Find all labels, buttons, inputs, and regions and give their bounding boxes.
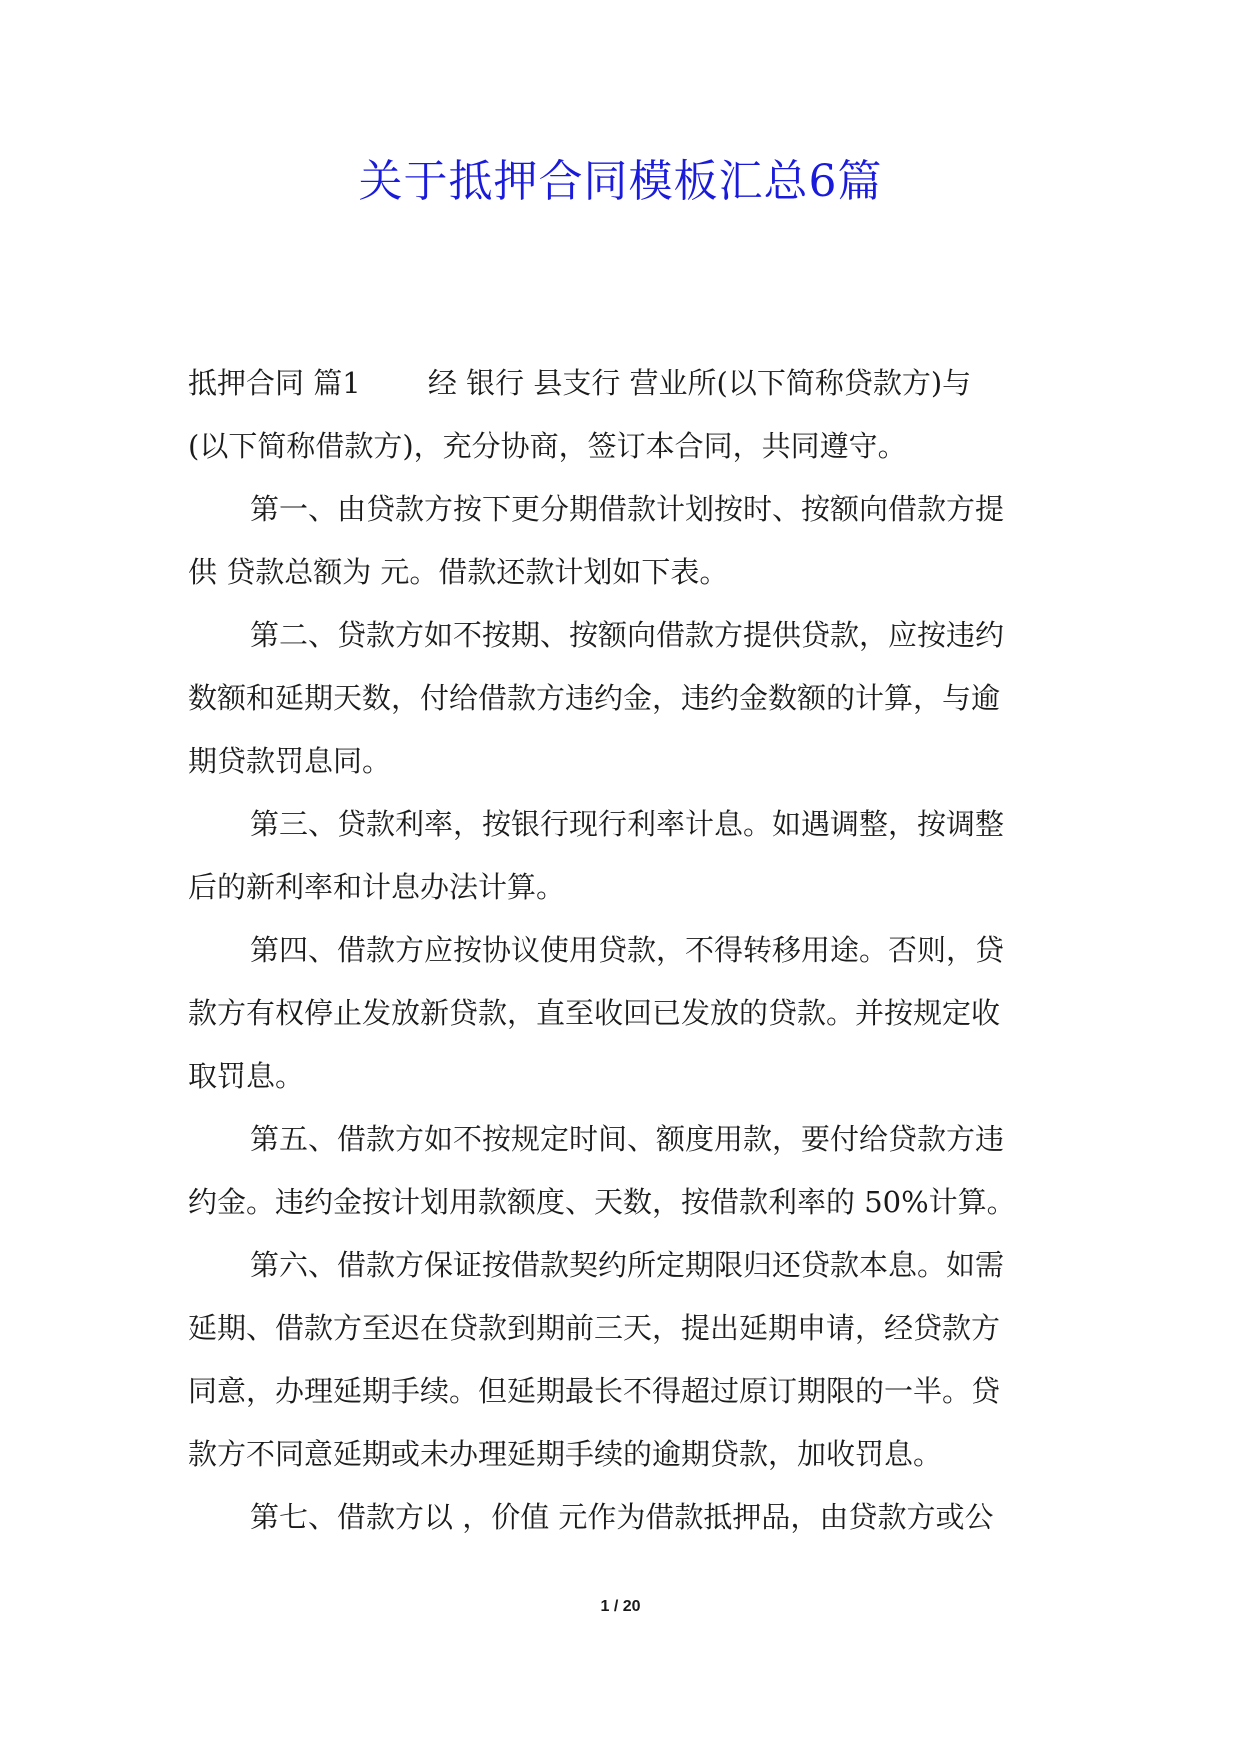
paragraph-2 (188, 478, 1058, 604)
text-line: 第五、借款方如不按规定时间、额度用款，要付给贷款方违 (250, 1122, 1005, 1156)
text-line: 供 贷款总额为 元。借款还款计划如下表。 (188, 555, 729, 589)
text-line: 期贷款罚息同。 (188, 744, 392, 778)
text-line: 第七、借款方以 ，价值 元作为借款抵押品，由贷款方或公 (250, 1500, 994, 1534)
document-title: 关于抵押合同模板汇总6篇 (358, 156, 883, 207)
paragraph-8 (188, 1486, 1058, 1549)
paragraph-6 (188, 1108, 1058, 1234)
paragraph-1 (188, 352, 1058, 478)
text-line: 同意，办理延期手续。但延期最长不得超过原订期限的一半。贷 (188, 1374, 1001, 1408)
text-line: 后的新利率和计息办法计算。 (188, 870, 566, 904)
text-line: 第二、贷款方如不按期、按额向借款方提供贷款，应按违约 (250, 618, 1005, 652)
page-number: 1 / 20 (600, 1598, 641, 1615)
text-line: 取罚息。 (188, 1059, 305, 1093)
text-line: 第一、由贷款方按下更分期借款计划按时、按额向借款方提 (250, 492, 1005, 526)
paragraph-5 (188, 919, 1058, 1108)
paragraph-7 (188, 1234, 1058, 1486)
text-line: 延期、借款方至迟在贷款到期前三天，提出延期申请，经贷款方 (188, 1311, 1001, 1345)
text-line: 第四、借款方应按协议使用贷款，不得转移用途。否则，贷 (250, 933, 1005, 967)
paragraph-3 (188, 604, 1058, 793)
text-line: 第六、借款方保证按借款契约所定期限归还贷款本息。如需 (250, 1248, 1005, 1282)
paragraph-4 (188, 793, 1058, 919)
text-line: 款方不同意延期或未办理延期手续的逾期贷款，加收罚息。 (188, 1437, 943, 1471)
text-line: 约金。违约金按计划用款额度、天数，按借款利率的 50%计算。 (188, 1185, 1016, 1219)
text-line: 抵押合同 篇1 经 银行 县支行 营业所(以下简称贷款方)与 (188, 366, 972, 400)
text-line: 款方有权停止发放新贷款，直至收回已发放的贷款。并按规定收 (188, 996, 1001, 1030)
text-line: 数额和延期天数，付给借款方违约金，违约金数额的计算，与逾 (188, 681, 1001, 715)
text-line: 第三、贷款利率，按银行现行利率计息。如遇调整，按调整 (250, 807, 1005, 841)
document-body (188, 352, 1058, 1549)
text-line: (以下简称借款方)，充分协商，签订本合同，共同遵守。 (188, 429, 907, 463)
